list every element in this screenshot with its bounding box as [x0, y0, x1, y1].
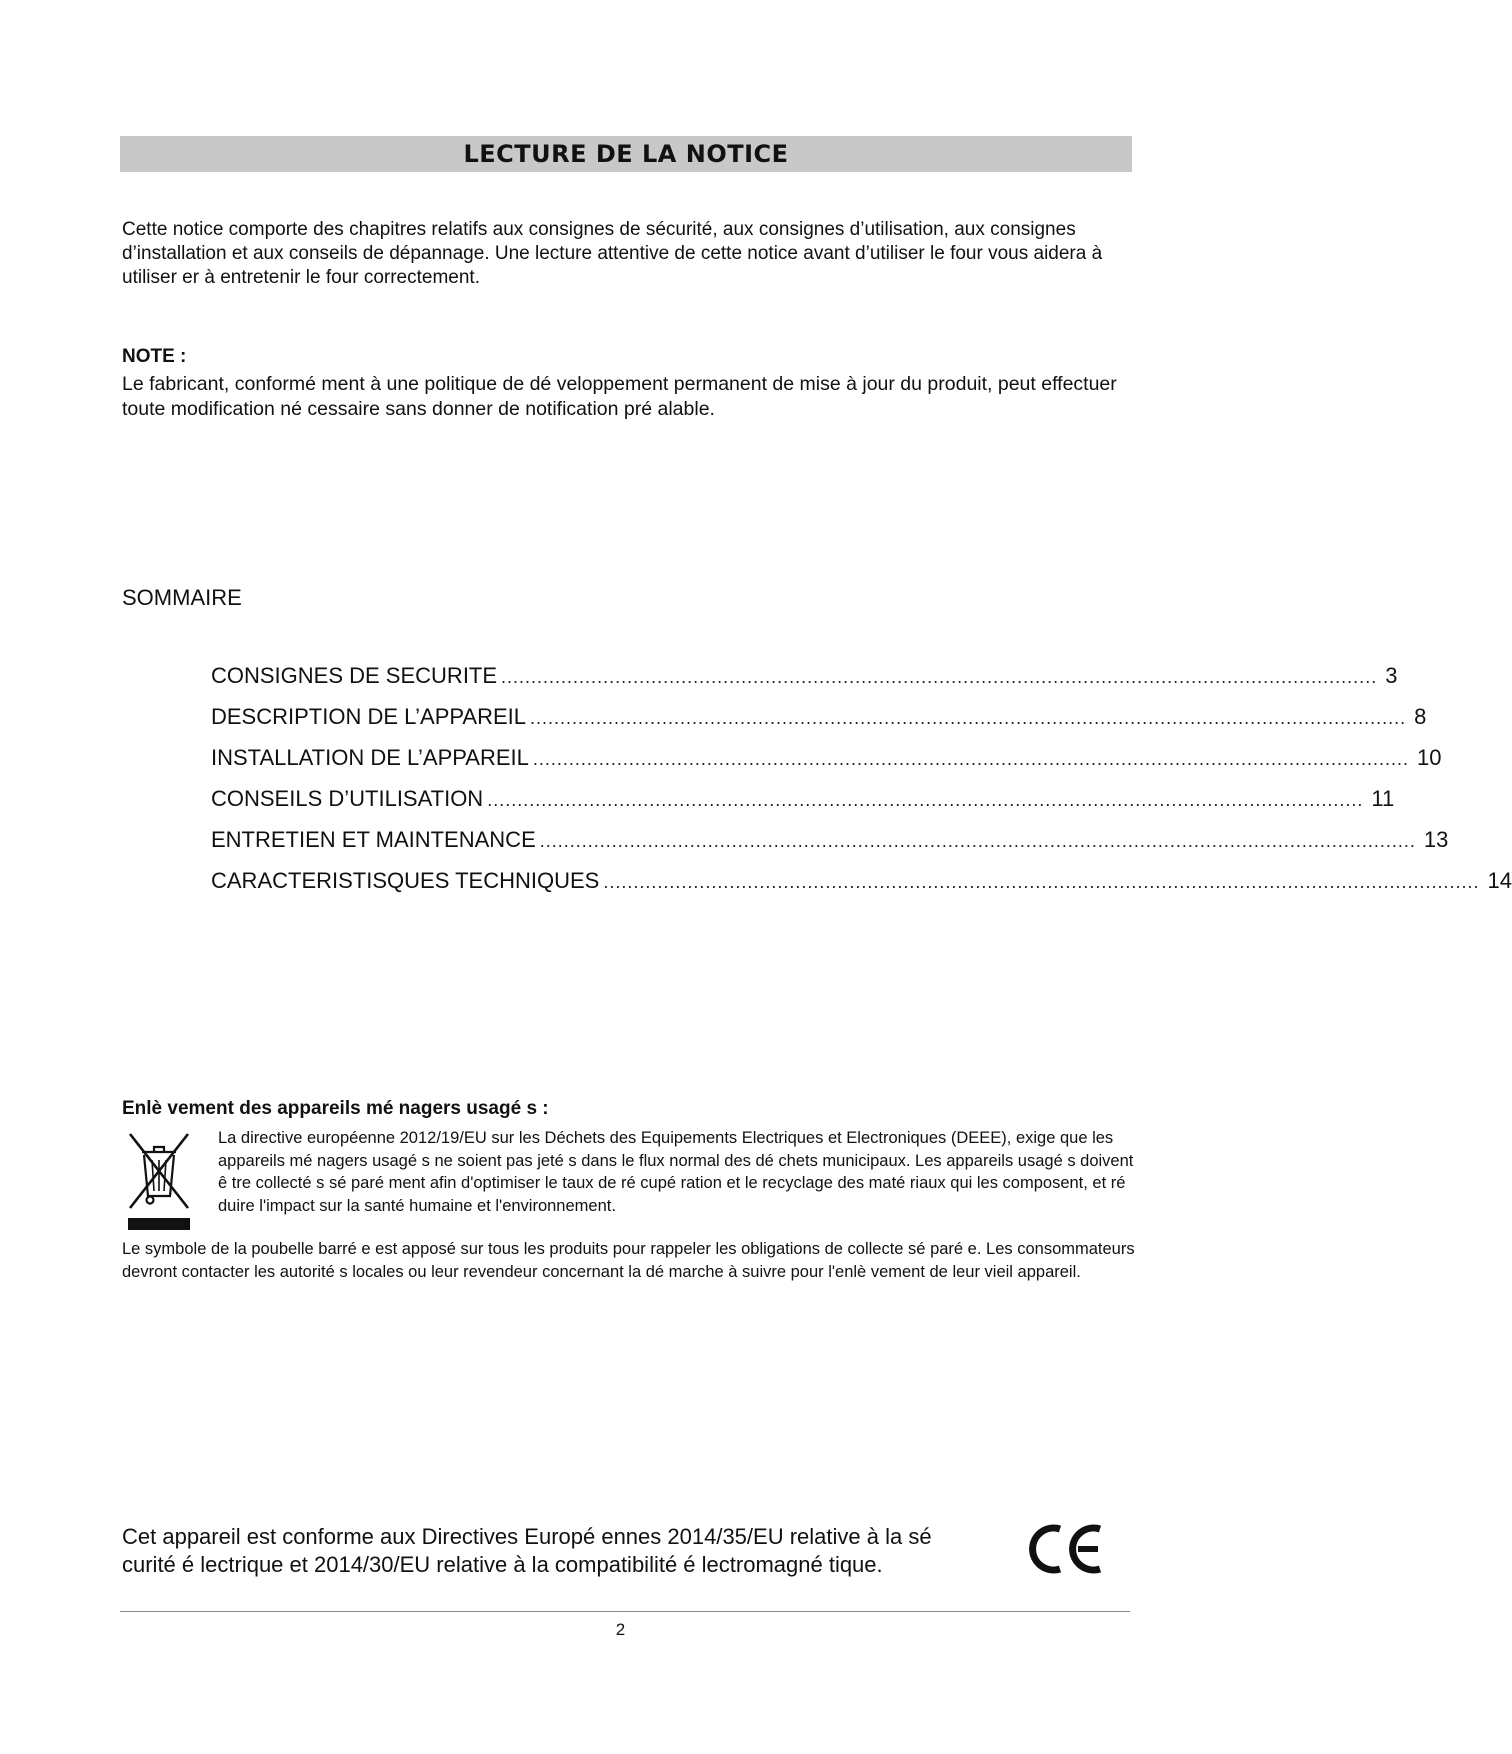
- toc-entry[interactable]: [211, 745, 1442, 786]
- toc-entry[interactable]: [211, 786, 1395, 827]
- toc-entry-label: INSTALLATION DE L’APPAREIL: [211, 745, 529, 770]
- table-of-contents: [211, 663, 1512, 909]
- toc-leader-dots: ..................................................................................................................................................: [501, 667, 1378, 687]
- toc-entry-label: CONSIGNES DE SECURITE: [211, 663, 498, 688]
- toc-leader-dots: ..................................................................................................................................................: [530, 708, 1407, 728]
- disposal-paragraph: La directive européenne 2012/19/EU sur les Déchets des Equipements Electriques et Electroniques (DEEE), exige que les appareils mé nagers usagé s ne soient pas jeté s dans le flux normal des dé chets municipaux. Les appareils usagé s doivent ê tre collecté s sé paré ment afin d'optimiser le taux de ré cupé ration et le recyclage des maté riaux qui les composent, et ré duire l'impact sur la santé humaine et l'environnement.: [218, 1129, 1134, 1215]
- ce-mark-icon: [1026, 1521, 1106, 1577]
- toc-leader-dots: ..................................................................................................................................................: [539, 831, 1416, 851]
- note-text: Le fabricant, conformé ment à une politique de dé veloppement permanent de mise à jour du produit, peut effectuer toute modification né cessaire sans donner de notification pré alable.: [122, 373, 1117, 420]
- toc-leader-dots: ..................................................................................................................................................: [532, 749, 1410, 769]
- page-title: LECTURE DE LA NOTICE: [463, 140, 789, 168]
- intro-paragraph: Cette notice comporte des chapitres relatifs aux consignes de sécurité, aux consignes d’utilisation, aux consignes d’installation et aux conseils de dépannage. Une lecture attentive de cette notice avant d’utiliser le four vous aidera à utiliser er à entretenir le four correctement.: [122, 219, 1103, 288]
- toc-entry-page: 11: [1371, 786, 1395, 811]
- toc-entry[interactable]: [211, 704, 1427, 745]
- footer-divider: [120, 1611, 1130, 1612]
- toc-entry[interactable]: [211, 827, 1449, 868]
- conformity-statement: Cet appareil est conforme aux Directives Europé ennes 2014/35/EU relative à la sé curité é lectrique et 2014/30/EU relative à la compatibilité é lectromagné tique.: [122, 1524, 932, 1577]
- toc-entry[interactable]: [211, 868, 1512, 909]
- toc-entry-label: CONSEILS D’UTILISATION: [211, 786, 484, 811]
- toc-leader-dots: ..................................................................................................................................................: [603, 872, 1480, 892]
- disposal-paragraph-2: Le symbole de la poubelle barré e est apposé sur tous les produits pour rappeler les obligations de collecte sé paré e. Les consommateurs devront contacter les autorité s locales ou leur revendeur concernant la dé marche à suivre pour l'enlè vement de leur vieil appareil.: [122, 1240, 1135, 1281]
- crossed-out-wheelie-bin-icon: [124, 1128, 194, 1232]
- toc-entry-label: ENTRETIEN ET MAINTENANCE: [211, 827, 536, 852]
- toc-entry-page: 8: [1414, 704, 1427, 729]
- title-banner: [120, 136, 1132, 172]
- disposal-title: Enlè vement des appareils mé nagers usagé s :: [122, 1098, 549, 1119]
- page-number: 2: [615, 1620, 626, 1639]
- toc-heading: SOMMAIRE: [122, 585, 242, 610]
- toc-entry-label: CARACTERISTISQUES TECHNIQUES: [211, 868, 600, 893]
- toc-entry-page: 13: [1423, 827, 1449, 852]
- toc-leader-dots: ..................................................................................................................................................: [487, 790, 1364, 810]
- toc-entry-label: DESCRIPTION DE L’APPAREIL: [211, 704, 527, 729]
- toc-entry-page: 10: [1417, 745, 1442, 770]
- toc-entry[interactable]: [211, 663, 1398, 704]
- toc-entry-page: 3: [1385, 663, 1398, 688]
- note-label: NOTE :: [122, 346, 187, 367]
- toc-entry-page: 14: [1487, 868, 1512, 893]
